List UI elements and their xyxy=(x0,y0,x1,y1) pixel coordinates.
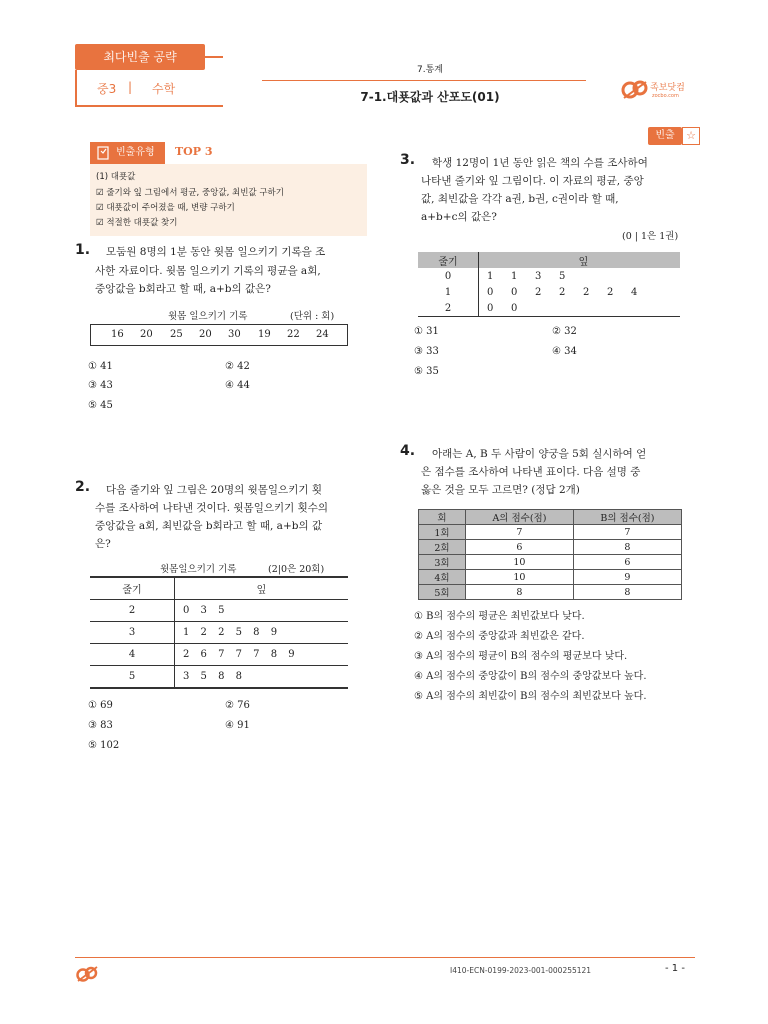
q4-round: 5회 xyxy=(419,585,466,600)
q2-leaves: 3 5 8 8 xyxy=(175,666,349,689)
q4-score-b: 9 xyxy=(573,570,681,585)
q2-stem: 2 xyxy=(128,605,136,616)
q1-table-unit: (단위 : 회) xyxy=(290,311,335,322)
q2-leaves: 2 6 7 7 7 8 9 xyxy=(175,644,349,666)
q4-header: A의 점수(점) xyxy=(466,510,574,525)
q3-line: 나타낸 줄기와 잎 그림이다. 이 자료의 평균, 중앙 xyxy=(421,175,644,187)
q2-choice-2[interactable]: ② 76 xyxy=(225,700,250,711)
q3-leaf: 2 xyxy=(607,286,614,298)
chapter-divider xyxy=(262,80,586,81)
q4-round: 3회 xyxy=(419,555,466,570)
grade-separator: | xyxy=(128,80,133,94)
type-box xyxy=(90,164,367,236)
q2-choice-1[interactable]: ① 69 xyxy=(88,700,113,711)
q1-line: 중앙값을 b회라고 할 때, a+b의 값은? xyxy=(95,283,271,295)
q3-stem-leaf-table xyxy=(418,252,680,317)
q4-line: 아래는 A, B 두 사람이 양궁을 5회 실시하여 얻 xyxy=(432,448,647,460)
q1-choice-4[interactable]: ④ 44 xyxy=(225,380,250,391)
q4-round: 2회 xyxy=(419,540,466,555)
q2-choice-3[interactable]: ③ 83 xyxy=(88,720,113,731)
logo-icon xyxy=(620,76,650,104)
q3-leaf: 3 xyxy=(535,270,542,282)
q4-score-a: 8 xyxy=(466,585,574,600)
q4-line: 옳은 것을 모두 고르면? (정답 2개) xyxy=(421,484,580,496)
q3-number: 3. xyxy=(400,152,416,168)
q3-choice-5[interactable]: ⑤ 35 xyxy=(414,366,439,377)
q4-score-b: 6 xyxy=(573,555,681,570)
q3-leaf xyxy=(575,300,599,317)
grade-label: 중3 xyxy=(97,82,117,96)
logo-text: 족보닷컴 xyxy=(650,83,685,93)
q4-choice-5[interactable]: ⑤ A의 점수의 최빈값이 B의 점수의 최빈값보다 높다. xyxy=(414,691,647,702)
q1-value: 19 xyxy=(258,329,271,340)
q3-leaf: 1 xyxy=(479,268,504,284)
q1-value: 16 xyxy=(111,329,124,340)
chapter-title: 7.통계 xyxy=(417,65,443,75)
q2-choice-4[interactable]: ④ 91 xyxy=(225,720,250,731)
q1-choice-1[interactable]: ① 41 xyxy=(88,361,113,372)
q4-choice-2[interactable]: ② A의 점수의 중앙값과 최빈값은 같다. xyxy=(414,631,585,642)
q2-stem-leaf-table xyxy=(90,576,348,689)
q3-choice-4[interactable]: ④ 34 xyxy=(552,346,577,357)
q1-number: 1. xyxy=(75,242,91,258)
q3-choice-3[interactable]: ③ 33 xyxy=(414,346,439,357)
q4-score-b: 8 xyxy=(573,585,681,600)
q3-leaf xyxy=(599,268,623,284)
q3-col-stem: 줄기 xyxy=(438,256,458,268)
q1-choice-2[interactable]: ② 42 xyxy=(225,361,250,372)
type-tab-label: 빈출유형 xyxy=(116,147,155,158)
top3-label: TOP 3 xyxy=(175,145,213,158)
q3-choice-2[interactable]: ② 32 xyxy=(552,326,577,337)
frequent-badge: 빈출 xyxy=(648,127,682,145)
header-tab: 최다빈출 공략 xyxy=(75,44,205,70)
q3-col-leaf: 잎 xyxy=(479,252,681,268)
star-icon: ☆ xyxy=(682,127,700,145)
q3-leaf: 2 xyxy=(583,286,590,298)
q4-score-a: 10 xyxy=(466,570,574,585)
q1-value: 20 xyxy=(140,329,153,340)
q3-leaf: 1 xyxy=(511,270,518,282)
q4-score-a: 6 xyxy=(466,540,574,555)
q4-score-table xyxy=(418,509,682,600)
q3-leaf: 5 xyxy=(559,270,566,282)
q2-line: 수를 조사하여 나타낸 것이다. 윗몸일으키기 횟수의 xyxy=(95,502,329,514)
q2-leaves: 1 2 2 5 8 9 xyxy=(175,622,349,644)
q3-line: a+b+c의 값은? xyxy=(421,211,497,223)
q2-line: 중앙값을 a회, 최빈값을 b회라고 할 때, a+b의 값 xyxy=(95,520,323,532)
type-heading: (1) 대푯값 xyxy=(96,172,136,182)
q3-leaf: 0 xyxy=(511,302,518,314)
q4-round: 4회 xyxy=(419,570,466,585)
q4-choice-1[interactable]: ① B의 점수의 평균은 최빈값보다 낮다. xyxy=(414,611,585,622)
q3-line: 값, 최빈값을 각각 a권, b권, c권이라 할 때, xyxy=(421,193,619,205)
q1-value: 22 xyxy=(287,329,300,340)
q1-value: 25 xyxy=(170,329,183,340)
q3-leaf xyxy=(527,300,551,317)
q1-value: 24 xyxy=(316,329,329,340)
q1-value: 30 xyxy=(228,329,241,340)
q3-leaf: 0 xyxy=(479,284,504,300)
q4-line: 은 점수를 조사하여 나타낸 표이다. 다음 설명 중 xyxy=(421,466,641,478)
q2-col-stem: 줄기 xyxy=(122,585,142,596)
q1-table-title: 윗몸 일으키기 기록 xyxy=(168,311,248,322)
q4-header: B의 점수(점) xyxy=(573,510,681,525)
q3-leaf xyxy=(551,300,575,317)
footer-divider xyxy=(75,957,695,958)
type-item: ☑ 적절한 대푯값 찾기 xyxy=(96,218,178,228)
footer-logo-icon xyxy=(75,963,101,985)
q4-score-a: 10 xyxy=(466,555,574,570)
q2-stem: 5 xyxy=(128,671,136,682)
bookmark-icon xyxy=(96,146,110,160)
q1-choice-3[interactable]: ③ 43 xyxy=(88,380,113,391)
q3-stem: 1 xyxy=(444,286,452,298)
q3-table-unit: (0 | 1은 1권) xyxy=(622,231,679,242)
q3-stem: 0 xyxy=(444,270,452,282)
q3-leaf xyxy=(623,300,680,317)
subject-label: 수학 xyxy=(152,82,176,96)
q4-choice-4[interactable]: ④ A의 점수의 중앙값이 B의 점수의 중앙값보다 높다. xyxy=(414,671,647,682)
q2-table-title: 윗몸일으키기 기록 xyxy=(160,564,237,575)
q3-line: 학생 12명이 1년 동안 읽은 책의 수를 조사하여 xyxy=(432,157,648,169)
q3-leaf xyxy=(599,300,623,317)
footer-code: I410-ECN-0199-2023-001-000255121 xyxy=(450,966,592,975)
q2-number: 2. xyxy=(75,479,91,495)
section-title: 7-1.대푯값과 산포도(01) xyxy=(360,90,500,104)
q1-value: 20 xyxy=(199,329,212,340)
q2-line: 다음 줄기와 잎 그림은 20명의 윗몸일으키기 횟 xyxy=(106,484,322,496)
q4-choice-3[interactable]: ③ A의 점수의 평균이 B의 점수의 평균보다 낮다. xyxy=(414,651,628,662)
q2-table-unit: (2|0은 20회) xyxy=(268,564,325,575)
q4-round: 1회 xyxy=(419,525,466,540)
logo-subtext: zocbo.com xyxy=(652,93,679,99)
q3-leaf xyxy=(575,268,599,284)
q1-choice-5[interactable]: ⑤ 45 xyxy=(88,400,113,411)
page-number: - 1 - xyxy=(665,963,685,974)
q1-line: 사한 자료이다. 윗몸 일으키기 기록의 평균을 a회, xyxy=(95,265,321,277)
q3-stem: 2 xyxy=(444,302,452,314)
q3-leaf xyxy=(623,268,680,284)
q3-choice-1[interactable]: ① 31 xyxy=(414,326,439,337)
header-tab-line xyxy=(205,56,223,58)
q4-number: 4. xyxy=(400,443,416,459)
q4-header: 회 xyxy=(419,510,466,525)
q3-leaf: 0 xyxy=(511,286,518,298)
q2-leaves: 0 3 5 xyxy=(175,600,349,622)
q3-leaf: 4 xyxy=(631,286,638,298)
q4-score-a: 7 xyxy=(466,525,574,540)
type-tab xyxy=(90,142,165,164)
q2-line: 은? xyxy=(95,538,111,550)
q3-leaf: 2 xyxy=(535,286,542,298)
q3-leaf: 0 xyxy=(479,300,504,317)
q4-score-b: 8 xyxy=(573,540,681,555)
type-item: ☑ 대푯값이 주어졌을 때, 변량 구하기 xyxy=(96,203,235,213)
q2-choice-5[interactable]: ⑤ 102 xyxy=(88,740,120,751)
q3-leaf: 2 xyxy=(559,286,566,298)
q2-stem: 4 xyxy=(128,649,136,660)
q1-data-table xyxy=(90,324,348,346)
q4-score-b: 7 xyxy=(573,525,681,540)
q2-stem: 3 xyxy=(128,627,136,638)
q1-line: 모둠원 8명의 1분 동안 윗몸 일으키기 기록을 조 xyxy=(106,246,326,258)
type-item: ☑ 줄기와 잎 그림에서 평균, 중앙값, 최빈값 구하기 xyxy=(96,188,284,198)
q2-col-leaf: 잎 xyxy=(175,577,349,600)
